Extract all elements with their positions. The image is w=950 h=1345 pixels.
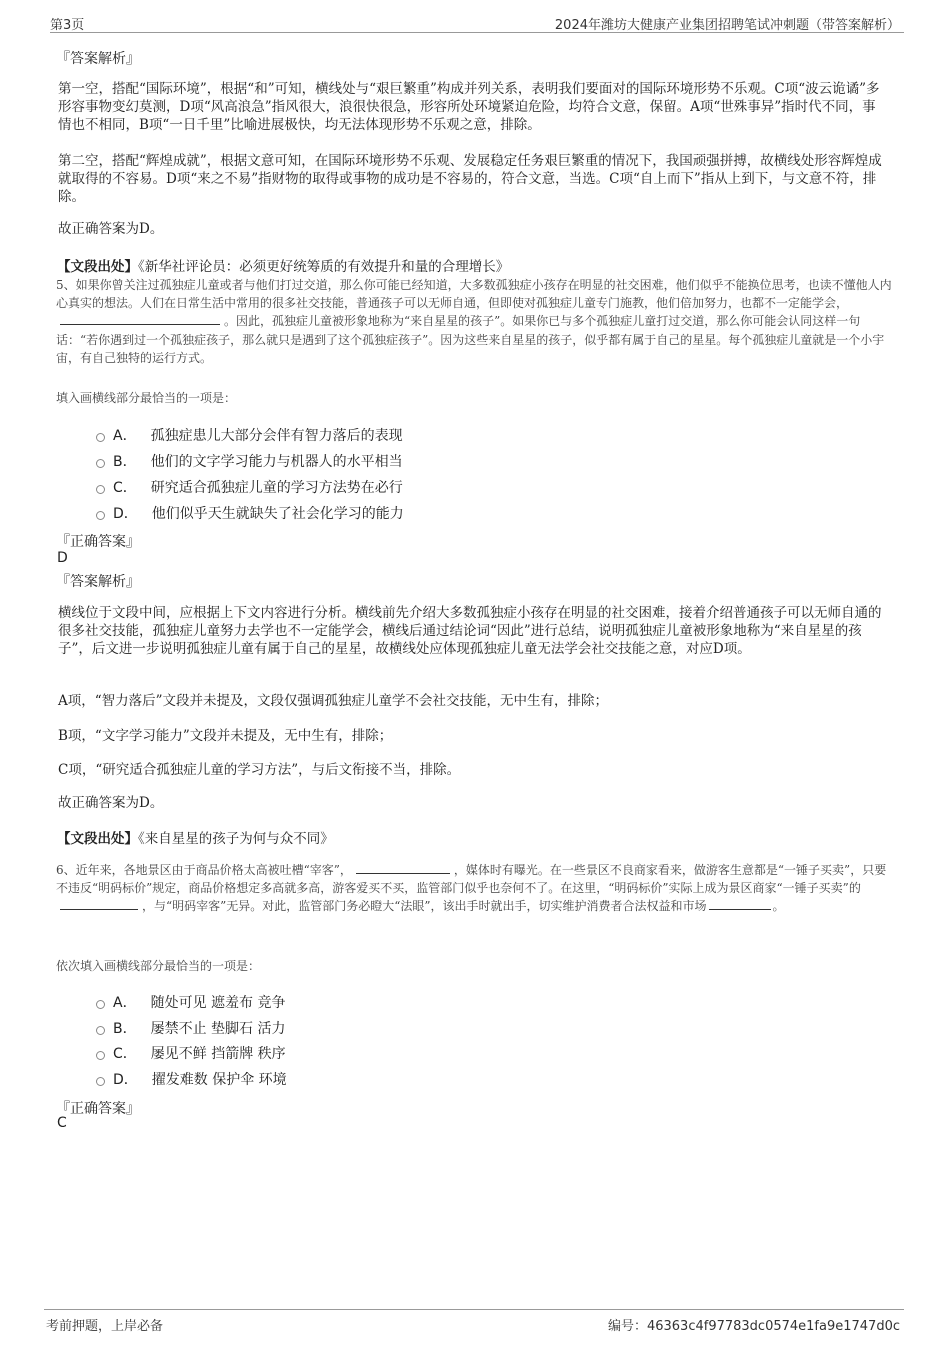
option-text: 孤独症患儿大部分会伴有智力落后的表现 bbox=[150, 428, 403, 444]
question-prompt: 填入画横线部分最恰当的一项是： bbox=[56, 391, 237, 405]
analysis-paragraph: 第一空，搭配“国际环境”，根据“和”可知，横线处与“艰巨繁重”构成并列关系，表明我们要面对的国际环境形势不乐观。C项“波云诡谲”多形容事物变幻莫测，D项“风高浪急”指风很大，浪很快很急，形容所处环境紧迫危险，均符合文意，保留。A项“世殊事异”指时代不同，事情也不相同，B项“一日千里”比喻进展极快，均无法体现形势不乐观之意，排除。 bbox=[58, 81, 880, 133]
radio-button[interactable] bbox=[96, 1026, 105, 1035]
source-label: 【文段出处】 bbox=[57, 259, 138, 275]
option-text: 擢发难数 保护伞 环境 bbox=[151, 1072, 287, 1088]
question-text-part: 5、如果你曾关注过孤独症儿童或者与他们打过交道，那么你可能已经知道，大多数孤独症小孩存在明显的社交困难，他们似乎不能换位思考，也读不懂他人内心真实的想法。人们在日常生活中常用的很多社交技能，普通孩子可以无师自通，但即使对孤独症儿童专门施教，他们倍加努力，也都不一定能学会， bbox=[56, 278, 892, 311]
option-letter: B． bbox=[113, 454, 137, 470]
radio-button[interactable] bbox=[96, 459, 105, 468]
page-number: 第3页 bbox=[50, 18, 85, 33]
question-text-part: ，与“明码宰客”无异。对此，监管部门务必瞪大“法眼”，该出手时就出手，切实维护消费者合法权益和市场 bbox=[142, 899, 707, 914]
option-a[interactable] bbox=[96, 992, 285, 1012]
option-a[interactable] bbox=[96, 425, 403, 445]
analysis-label: 『答案解析』 bbox=[56, 574, 140, 590]
source-label: 【文段出处】 bbox=[57, 831, 138, 847]
option-c[interactable] bbox=[96, 477, 403, 497]
radio-button[interactable] bbox=[96, 485, 105, 494]
question-5-text bbox=[56, 276, 898, 367]
option-letter: D． bbox=[113, 506, 138, 522]
option-text: 屡禁不止 垫脚石 活力 bbox=[150, 1021, 286, 1037]
source-title: 《新华社评论员：必须更好统筹质的有效提升和量的合理增长》 bbox=[138, 259, 510, 275]
fill-blank bbox=[60, 897, 138, 910]
option-c[interactable] bbox=[96, 1043, 286, 1063]
analysis-paragraph: 第二空，搭配“辉煌成就”，根据文意可知，在国际环境形势不乐观、发展稳定任务艰巨繁重的情况下，我国顽强拼搏，故横线处形容辉煌成就取得的不容易。D项“来之不易”指财物的取得或事物的成功是不容易的，符合文意，当选。C项“自上而下”指从上到下，与文意不符，排除。 bbox=[58, 153, 882, 205]
question-text-part: 。 bbox=[772, 899, 785, 914]
page-header bbox=[50, 12, 904, 33]
option-letter: D． bbox=[113, 1072, 138, 1088]
analysis-paragraph: 横线位于文段中间，应根据上下文内容进行分析。横线前先介绍大多数孤独症小孩存在明显的社交困难，接着介绍普通孩子可以无师自通的很多社交技能，孤独症儿童努力去学也不一定能学会，横线后通过结论词“因此”进行总结，说明孤独症儿童被形象地称为“来自星星的孩子”，后文进一步说明孤独症儿童有属于自己的星星，故横线处应体现孤独症儿童无法学会社交技能之意，对应D项。 bbox=[58, 605, 882, 657]
option-b[interactable] bbox=[96, 451, 403, 471]
radio-button[interactable] bbox=[96, 1051, 105, 1060]
option-letter: A． bbox=[113, 995, 137, 1011]
radio-button[interactable] bbox=[96, 511, 105, 520]
correct-answer-label: 『正确答案』 bbox=[56, 534, 140, 550]
fill-blank bbox=[60, 312, 220, 325]
radio-button[interactable] bbox=[96, 433, 105, 442]
source-citation bbox=[57, 827, 334, 847]
analysis-paragraph: C项，“研究适合孤独症儿童的学习方法”，与后文衔接不当，排除。 bbox=[58, 762, 461, 778]
question-prompt: 依次填入画横线部分最恰当的一项是： bbox=[56, 959, 261, 973]
option-letter: A． bbox=[113, 428, 137, 444]
question-text-part: 6、近年来，各地景区由于商品价格太高被吐槽“宰客”， bbox=[56, 863, 352, 877]
document-id: 编号：46363c4f97783dc0574e1fa9e1747d0c bbox=[607, 1319, 900, 1334]
option-letter: B． bbox=[113, 1021, 137, 1037]
option-letter: C． bbox=[113, 1046, 137, 1062]
option-letter: C． bbox=[113, 480, 137, 496]
radio-button[interactable] bbox=[96, 1077, 105, 1086]
correct-answer-label: 『正确答案』 bbox=[56, 1101, 140, 1117]
fill-blank bbox=[709, 897, 771, 910]
option-text: 他们似乎天生就缺失了社会化学习的能力 bbox=[151, 506, 404, 522]
source-citation bbox=[57, 255, 509, 275]
question-6-text bbox=[56, 861, 898, 916]
correct-answer: D bbox=[57, 550, 68, 566]
option-b[interactable] bbox=[96, 1018, 286, 1038]
document-title: 2024年潍坊大健康产业集团招聘笔试冲刺题（带答案解析） bbox=[554, 18, 900, 33]
radio-button[interactable] bbox=[96, 1000, 105, 1009]
option-text: 研究适合孤独症儿童的学习方法势在必行 bbox=[150, 480, 403, 496]
question-text-part: ，媒体时有曝光。在一些景区不良商家看来，做游客生意都是“一锤子买卖”，只要不违反“明码标价”规定，商品价格想定多高就多高，游客爱买不买，监管部门似乎也奈何不了。在这里，“明码标价”实际上成为景区商家“一锤子买卖”的 bbox=[56, 863, 887, 896]
analysis-paragraph: B项，“文字学习能力”文段并未提及，无中生有，排除； bbox=[58, 728, 393, 744]
question-text-part: 。因此，孤独症儿童被形象地称为“来自星星的孩子”。如果你已与多个孤独症儿童打过交道，那么你可能会认同这样一句话：“若你遇到过一个孤独症孩子，那么就只是遇到了这个孤独症孩子”。因为这些来自星星的孩子，似乎都有属于自己的星星。每个孤独症儿童就是一个小宇宙，有自己独特的运行方式。 bbox=[56, 314, 885, 365]
option-text: 随处可见 遮羞布 竞争 bbox=[150, 995, 286, 1011]
source-title: 《来自星星的孩子为何与众不同》 bbox=[138, 831, 334, 847]
option-d[interactable] bbox=[96, 1069, 287, 1089]
option-text: 他们的文字学习能力与机器人的水平相当 bbox=[150, 454, 403, 470]
page-footer bbox=[44, 1309, 904, 1340]
option-text: 屡见不鲜 挡箭牌 秩序 bbox=[150, 1046, 286, 1062]
correct-answer: C bbox=[57, 1115, 67, 1131]
analysis-paragraph: A项，“智力落后”文段并未提及，文段仅强调孤独症儿童学不会社交技能，无中生有，排除； bbox=[58, 693, 609, 709]
footer-slogan: 考前押题，上岸必备 bbox=[46, 1319, 164, 1334]
analysis-conclusion: 故正确答案为D。 bbox=[58, 221, 164, 237]
option-d[interactable] bbox=[96, 503, 404, 523]
fill-blank bbox=[356, 861, 450, 874]
analysis-label: 『答案解析』 bbox=[56, 51, 140, 67]
analysis-conclusion: 故正确答案为D。 bbox=[58, 795, 164, 811]
